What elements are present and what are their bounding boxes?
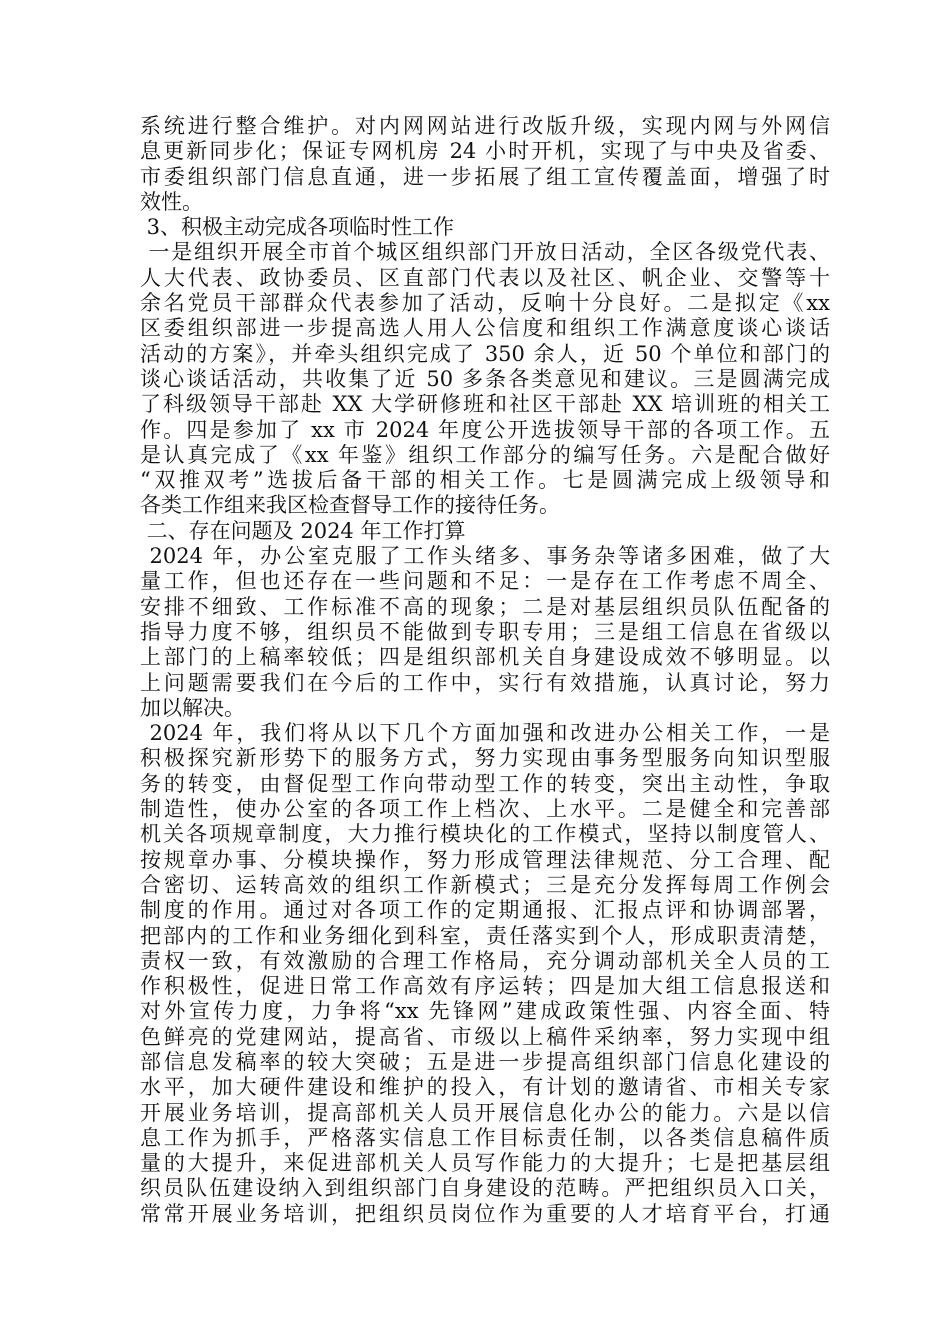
text-line: 量的大提升，来促进部机关人员写作能力的大提升；七是把基层组 [140, 1151, 830, 1176]
text-line: 上问题需要我们在今后的工作中，实行有效措施，认真讨论，努力 [140, 670, 830, 695]
text-line: 指导力度不够，组织员不能做到专职专用；三是组工信息在省级以 [140, 619, 830, 644]
text-line: 效性。 [140, 189, 203, 214]
text-line: 按规章办事、分模块操作，努力形成管理法律规范、分工合理、配 [140, 847, 830, 872]
text-line: 对外宣传力度，力争将“xx 先锋网”建成政策性强、内容全面、特 [140, 999, 830, 1024]
text-line: 水平，加大硬件建设和维护的投入，有计划的邀请省、市相关专家 [140, 1075, 830, 1100]
text-line: 各类工作组来我区检查督导工作的接待任务。 [140, 493, 560, 518]
text-line: 把部内的工作和业务细化到科室，责任落实到个人，形成职责清楚， [140, 923, 830, 948]
text-line: 作。四是参加了 xx 市 2024 年度公开选拔领导干部的各项工作。五 [140, 417, 830, 442]
text-line: 合密切、运转高效的组织工作新模式；三是充分发挥每周工作例会 [140, 872, 830, 897]
text-line: 一是组织开展全市首个城区组织部门开放日活动，全区各级党代表、 [140, 240, 830, 265]
text-line: 开展业务培训，提高部机关人员开展信息化办公的能力。六是以信 [140, 1100, 830, 1125]
section-heading: 3、积极主动完成各项临时性工作 [140, 215, 455, 240]
text-line: 织员队伍建设纳入到组织部门自身建设的范畴。严把组织员入口关， [140, 1176, 830, 1201]
text-line: 作积极性，促进日常工作高效有序运转；四是加大组工信息报送和 [140, 974, 830, 999]
text-line: 活动的方案》，并牵头组织完成了 350 余人，近 50 个单位和部门的 [140, 341, 830, 366]
text-line: 息工作为抓手，严格落实信息工作目标责任制，以各类信息稿件质 [140, 1125, 830, 1150]
text-line: 市委组织部门信息直通，进一步拓展了组工宣传覆盖面，增强了时 [140, 164, 830, 189]
text-line: 常常开展业务培训，把组织员岗位作为重要的人才培育平台，打通 [140, 1201, 830, 1226]
text-line: 制度的作用。通过对各项工作的定期通报、汇报点评和协调部署， [140, 898, 830, 923]
text-line: 务的转变，由督促型工作向带动型工作的转变，突出主动性，争取 [140, 771, 830, 796]
text-line: 谈心谈话活动，共收集了近 50 多条各类意见和建议。三是圆满完成 [140, 366, 830, 391]
text-line: 人大代表、政协委员、区直部门代表以及社区、帆企业、交警等十 [140, 265, 830, 290]
text-line: 了科级领导干部赴 XX 大学研修班和社区干部赴 XX 培训班的相关工 [140, 392, 830, 417]
text-line: 部信息发稿率的较大突破；五是进一步提高组织部门信息化建设的 [140, 1049, 830, 1074]
text-line: 色鲜亮的党建网站，提高省、市级以上稿件采纳率，努力实现中组 [140, 1024, 830, 1049]
text-line: 2024 年，我们将从以下几个方面加强和改进办公相关工作，一是 [140, 721, 830, 746]
text-line: “双推双考”选拔后备干部的相关工作。七是圆满完成上级领导和 [140, 468, 830, 493]
text-line: 上部门的上稿率较低；四是组织部机关自身建设成效不够明显。以 [140, 645, 830, 670]
text-line: 责权一致，有效激励的合理工作格局，充分调动部机关全人员的工 [140, 948, 830, 973]
text-line: 系统进行整合维护。对内网网站进行改版升级，实现内网与外网信 [140, 114, 830, 138]
text-line: 安排不细致、工作标准不高的现象；二是对基层组织员队伍配备的 [140, 594, 830, 619]
text-line: 区委组织部进一步提高选人用人公信度和组织工作满意度谈心谈话 [140, 316, 830, 341]
text-line: 机关各项规章制度，大力推行模块化的工作模式，坚持以制度管人、 [140, 822, 830, 847]
text-line: 制造性，使办公室的各项工作上档次、上水平。二是健全和完善部 [140, 797, 830, 822]
text-line: 积极探究新形势下的服务方式，努力实现由事务型服务向知识型服 [140, 746, 830, 771]
section-heading: 二、存在问题及 2024 年工作打算 [140, 518, 466, 543]
document-body [140, 114, 830, 1227]
text-line: 是认真完成了《xx 年鉴》组织工作部分的编写任务。六是配合做好 [140, 442, 830, 467]
text-line: 息更新同步化；保证专网机房 24 小时开机，实现了与中央及省委、 [140, 139, 830, 164]
text-line: 余名党员干部群众代表参加了活动，反响十分良好。二是拟定《xx [140, 291, 830, 316]
text-line: 加以解决。 [140, 695, 245, 720]
text-line: 量工作，但也还存在一些问题和不足：一是存在工作考虑不周全、 [140, 569, 830, 594]
text-line: 2024 年，办公室克服了工作头绪多、事务杂等诸多困难，做了大 [140, 544, 830, 569]
